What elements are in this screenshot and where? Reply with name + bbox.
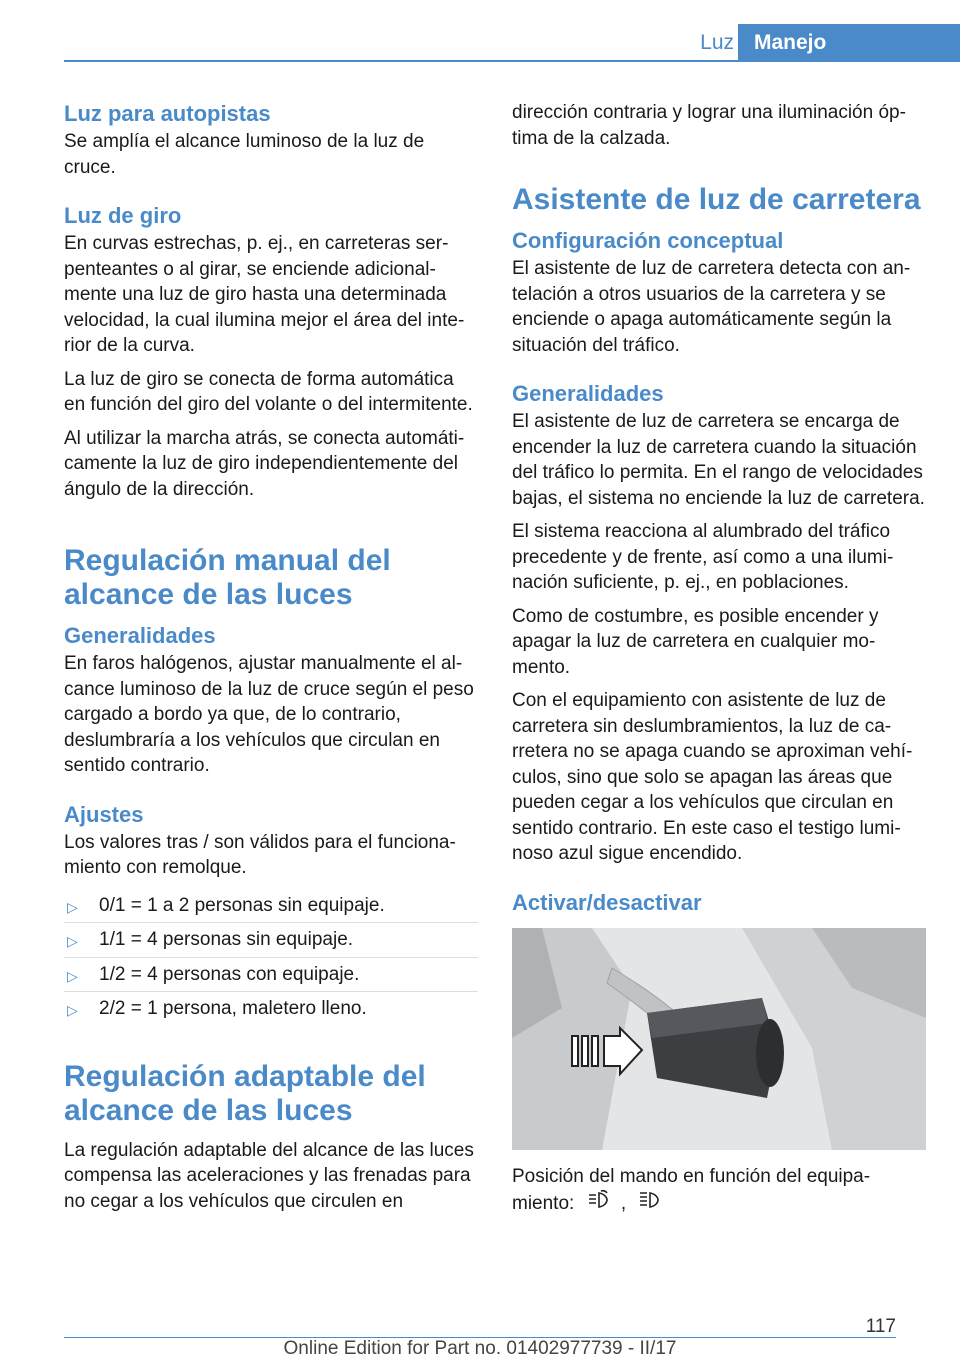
paragraph: dirección contraria y lograr una iluminación óptima de la calzada.: [512, 102, 906, 149]
right-column: [512, 100, 926, 1227]
edition-footer: Online Edition for Part no. 01402977739 - II/17: [283, 1338, 677, 1359]
list-item: ▷ 2/2 = 1 persona, maletero lleno.: [64, 992, 478, 1026]
heading-asistente-luz: Asistente de luz de carretera: [512, 183, 921, 216]
left-column: [64, 100, 478, 1222]
heading-luz-autopistas: Luz para autopistas: [64, 101, 271, 126]
bullet-triangle-icon: ▷: [67, 1002, 78, 1018]
heading-regulacion-adaptable: Regulación adaptable del alcance de las luces: [64, 1059, 426, 1127]
high-beam-assistant-auto-icon: [637, 1189, 661, 1219]
paragraph: Al utilizar la marcha atrás, se conecta automáticamente la luz de giro independientemente del ángulo de la dirección.: [64, 427, 465, 500]
list-item: ▷ 1/1 = 4 personas sin equipaje.: [64, 923, 478, 958]
paragraph: Se amplía el alcance luminoso de la luz de cruce.: [64, 131, 425, 178]
paragraph: Los valores tras / son válidos para el funcionamiento con remolque.: [64, 831, 456, 878]
paragraph: En curvas estrechas, p. ej., en carreteras serpenteantes o al girar, se enciende adicionalmente una luz de giro hasta una determinada velocidad, la cual ilumina mejor el área del interior de la curva.: [64, 233, 465, 356]
paragraph: Como de costumbre, es posible encender y apagar la luz de carretera en cualquier momento.: [512, 605, 879, 678]
bullet-triangle-icon: ▷: [67, 898, 78, 915]
settings-list: [64, 889, 478, 1026]
bullet-triangle-icon: ▷: [67, 933, 78, 949]
figure-caption: Posición del mando en función del equipamiento: ,: [512, 1164, 926, 1219]
heading-ajustes: Ajustes: [64, 801, 144, 827]
heading-generalidades: Generalidades: [512, 381, 664, 406]
heading-activar-desactivar: Activar/desactivar: [512, 889, 702, 915]
header-chapter-tab: Manejo: [738, 24, 960, 62]
paragraph: Con el equipamiento con asistente de luz de carretera sin deslumbramientos, la luz de carretera no se apaga cuando se aproximan vehículos, sino que solo se apagan las áreas que pueden cegar a los vehículos que circulan en sentido contrario. En este caso el testigo luminoso azul sigue encendido.: [512, 690, 913, 864]
paragraph: En faros halógenos, ajustar manualmente el alcance luminoso de la luz de cruce según el peso cargado a bordo ya que, de lo contrario, deslumbraría a los vehículos que circulan en sentido contrario.: [64, 653, 474, 776]
paragraph: El sistema reacciona al alumbrado del tráfico precedente y de frente, así como a una iluminación suficiente, p. ej., en poblaciones.: [512, 521, 894, 593]
paragraph: La regulación adaptable del alcance de las luces compensa las aceleraciones y las frenadas para no cegar a los vehículos que circulen en: [64, 1139, 474, 1212]
heading-regulacion-manual: Regulación manual del alcance de las luces: [64, 544, 391, 611]
heading-luz-giro: Luz de giro: [64, 203, 182, 228]
paragraph: El asistente de luz de carretera detecta con antelación a otros usuarios de la carretera y se enciende o apaga automáticamente según la situación del tráfico.: [512, 258, 911, 356]
paragraph: La luz de giro se conecta de forma automática en función del giro del volante o del intermitente.: [64, 368, 473, 415]
high-beam-assistant-icon: [586, 1189, 610, 1219]
paragraph: El asistente de luz de carretera se encarga de encender la luz de carretera cuando la situación del tráfico lo permita. En el rango de velocidades bajas, el sistema no enciende la luz de carretera.: [512, 411, 925, 509]
heading-configuracion: Configuración conceptual: [512, 228, 784, 253]
page-number: 117: [865, 1316, 896, 1337]
header-section-label: Luz: [700, 31, 734, 54]
bullet-triangle-icon: ▷: [67, 967, 78, 984]
heading-generalidades: Generalidades: [64, 623, 216, 648]
stalk-illustration: [512, 928, 926, 1150]
list-item: ▷ 0/1 = 1 a 2 personas sin equipaje.: [64, 889, 478, 924]
list-item: ▷ 1/2 = 4 personas con equipaje.: [64, 958, 478, 993]
